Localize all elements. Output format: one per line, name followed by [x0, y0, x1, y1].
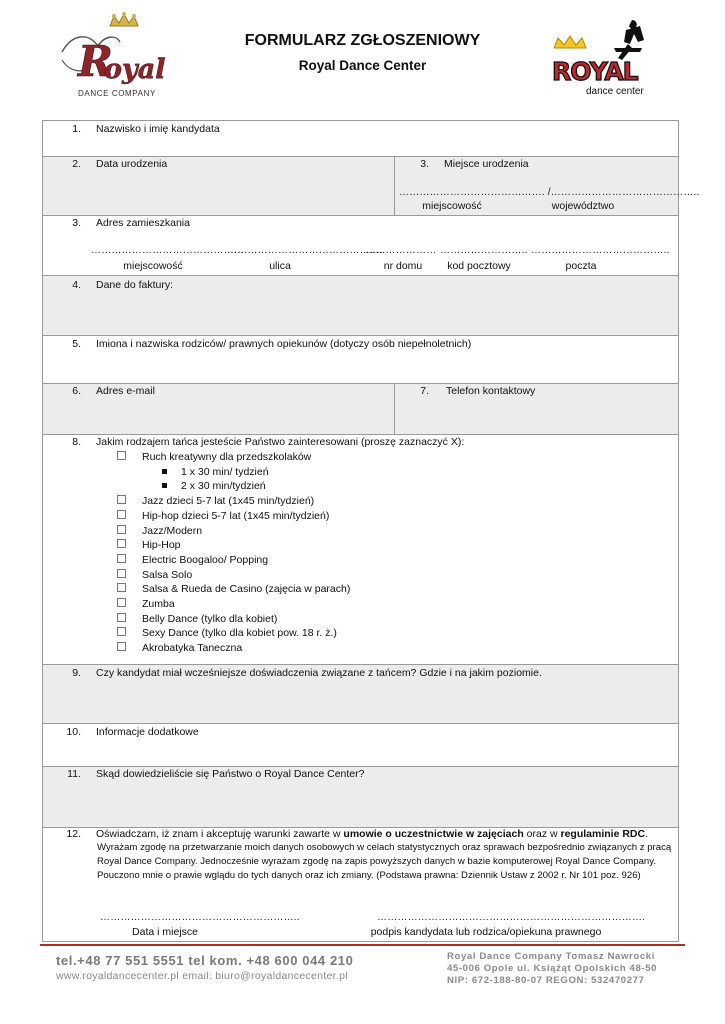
field-label-experience: Czy kandydat miał wcześniejsze doświadczenia związane z tańcem? Gdzie i na jakim poziomie.	[96, 667, 542, 679]
dance-option	[117, 582, 350, 596]
dance-sub-option	[162, 465, 269, 479]
field-number: 7.	[420, 385, 429, 397]
field-label-email: Adres e-mail	[96, 385, 155, 397]
footer-ids: NIP: 672-188-80-07 REGON: 532470277	[447, 975, 645, 986]
dance-option	[117, 612, 277, 626]
dance-option	[117, 641, 242, 655]
field-number: 1.	[72, 123, 81, 135]
caption-province: województwo	[551, 200, 615, 212]
royal-dance-company-logo	[58, 12, 183, 100]
field-number: 10.	[66, 726, 81, 738]
dance-option-label: Hip-Hop	[142, 539, 181, 552]
field-label-name: Nazwisko i imię kandydata	[96, 123, 220, 135]
address-dots-street: ……………………………………….	[227, 245, 383, 256]
caption-date-place: Data i miejsce	[132, 926, 198, 938]
section-12-declaration	[43, 827, 678, 941]
field-number: 11.	[67, 768, 81, 780]
field-label-birth-date: Data urodzenia	[96, 158, 168, 170]
field-number: 8.	[72, 436, 81, 448]
dance-option-label: Hip-hop dzieci 5-7 lat (1x45 min/tydzień)	[142, 509, 330, 522]
address-dots-house: …………………	[365, 245, 437, 256]
signature-dots-date: …………………………………………………..	[100, 912, 300, 923]
checkbox[interactable]	[117, 510, 126, 519]
dance-option-label: Salsa & Rueda de Casino (zajęcia w parach)	[142, 583, 351, 596]
field-label-invoice: Dane do faktury:	[96, 279, 174, 291]
logo-right-sub: dance center	[586, 86, 644, 97]
field-number: 3.	[72, 217, 81, 229]
address-dots-post: …………………………………..	[531, 245, 670, 256]
dance-sub-option	[162, 479, 266, 493]
dance-option	[117, 568, 192, 582]
bullet-square-icon	[162, 483, 167, 488]
field-label-source: Skąd dowiedzieliście się Państwo o Royal Dance Center?	[96, 768, 365, 780]
section-3-address	[43, 215, 678, 275]
address-dots-city: ………………………………………	[91, 245, 244, 256]
declaration-first-line: Oświadczam, iż znam i akceptuję warunki zawarte w umowie o uczestnictwie w zajęciach oraz w regulaminie RDC.	[96, 828, 649, 840]
footer-web-email: www.royaldancecenter.pl email: biuro@royaldancecenter.pl	[56, 970, 348, 982]
section-4-invoice	[43, 275, 678, 335]
dance-option-label: Belly Dance (tylko dla kobiet)	[142, 612, 278, 625]
field-label-parents: Imiona i nazwiska rodziców/ prawnych opiekunów (dotyczy osób niepełnoletnich)	[96, 338, 472, 350]
dance-option	[117, 538, 181, 552]
checkbox[interactable]	[117, 642, 126, 651]
field-number: 3.	[420, 158, 429, 170]
svg-text:R: R	[78, 37, 113, 86]
caption-city: miejscowość	[123, 260, 183, 272]
checkbox[interactable]	[117, 451, 126, 460]
field-number: 5.	[72, 338, 81, 350]
address-dots-postcode: ……………………..	[440, 245, 528, 256]
section-10-additional	[43, 723, 678, 766]
footer-divider	[40, 944, 685, 946]
field-number: 12.	[66, 828, 81, 840]
footer-phones: tel.+48 77 551 5551 tel kom. +48 600 044 210	[56, 953, 354, 968]
form-title: FORMULARZ ZGŁOSZENIOWY	[244, 32, 481, 49]
section-6-7-contact	[43, 383, 678, 434]
dance-option	[117, 524, 202, 538]
checkbox[interactable]	[117, 569, 126, 578]
checkbox[interactable]	[117, 539, 126, 548]
section-1-name	[43, 121, 678, 156]
section-9-experience	[43, 664, 678, 723]
footer-company: Royal Dance Company Tomasz Nawrocki	[447, 951, 655, 962]
dance-option-label: 2 x 30 min/tydzień	[181, 480, 266, 493]
checkbox[interactable]	[117, 598, 126, 607]
dance-option	[117, 597, 175, 611]
field-label-dance-types: Jakim rodzajem tańca jesteście Państwo zainteresowani (proszę zaznaczyć X):	[96, 436, 465, 448]
birth-place-dots: ……………………………………. /……………………………………..	[399, 187, 700, 198]
section-5-parents	[43, 335, 678, 383]
field-label-birth-place: Miejsce urodzenia	[444, 158, 529, 170]
dance-option-label: 1 x 30 min/ tydzień	[181, 465, 269, 478]
section-2-3-birth	[43, 156, 700, 215]
caption-signature: podpis kandydata lub rodzica/opiekuna prawnego	[370, 926, 602, 938]
caption-house-number: nr domu	[383, 260, 423, 272]
royal-dance-center-logo	[548, 18, 648, 102]
form-subtitle: Royal Dance Center	[298, 58, 427, 73]
dance-option	[117, 450, 311, 464]
checkbox[interactable]	[117, 495, 126, 504]
logo-right-text: ROYAL	[552, 57, 638, 86]
field-number: 2.	[72, 158, 81, 170]
dance-option-label: Jazz dzieci 5-7 lat (1x45 min/tydzień)	[142, 495, 315, 508]
dance-option-label: Sexy Dance (tylko dla kobiet pow. 18 r. ż.)	[142, 627, 337, 640]
checkbox[interactable]	[117, 525, 126, 534]
caption-city: miejscowość	[422, 200, 482, 212]
dance-option-label: Akrobatyka Taneczna	[142, 642, 243, 655]
field-label-additional: Informacje dodatkowe	[96, 726, 199, 738]
field-label-address: Adres zamieszkania	[96, 217, 190, 229]
footer-address: 45-006 Opole ul. Książąt Opolskich 48-50	[447, 963, 658, 974]
caption-post-office: poczta	[565, 260, 597, 272]
field-number: 6.	[72, 385, 81, 397]
dance-option-label: Jazz/Modern	[142, 524, 203, 537]
svg-text:oyal: oyal	[104, 54, 166, 85]
dance-option	[117, 553, 268, 567]
checkbox[interactable]	[117, 583, 126, 592]
declaration-consent-text: Wyrażam zgodę na przetwarzanie moich danych osobowych w celach statystycznych oraz sprawach bezpośrednio związanych z pracą Royal Dance Company. Jednocześnie wyrażam zgodę na zapis powyższych danych w bazie komputerowej Royal Dance Company. Pouczono mnie o prawie wglądu do tych danych oraz ich zmiany. (Podstawa prawna: Dziennik Ustaw z 2002 r. Nr 101 poz. 926)	[97, 842, 672, 881]
dance-option-label: Zumba	[142, 598, 175, 610]
dance-option	[117, 509, 329, 523]
caption-postcode: kod pocztowy	[447, 260, 511, 272]
checkbox[interactable]	[117, 613, 126, 622]
dance-option	[117, 626, 337, 640]
signature-dots-signature: …………………………………………………………………….	[377, 912, 646, 923]
field-number: 9.	[72, 667, 81, 679]
field-label-phone: Telefon kontaktowy	[446, 385, 536, 397]
caption-street: ulica	[269, 260, 291, 272]
section-8-dance-types	[43, 434, 678, 664]
dance-option-label: Electric Boogaloo/ Popping	[142, 553, 269, 566]
dance-option-label: Salsa Solo	[142, 568, 193, 581]
dance-option-label: Ruch kreatywny dla przedszkolaków	[142, 451, 312, 463]
bullet-square-icon	[162, 469, 167, 474]
checkbox[interactable]	[117, 554, 126, 563]
application-form	[42, 120, 700, 942]
logo-left-sub: DANCE COMPANY	[78, 89, 156, 98]
checkbox[interactable]	[117, 627, 126, 636]
field-number: 4.	[72, 279, 81, 291]
dance-option	[117, 494, 314, 508]
section-11-source	[43, 766, 678, 827]
